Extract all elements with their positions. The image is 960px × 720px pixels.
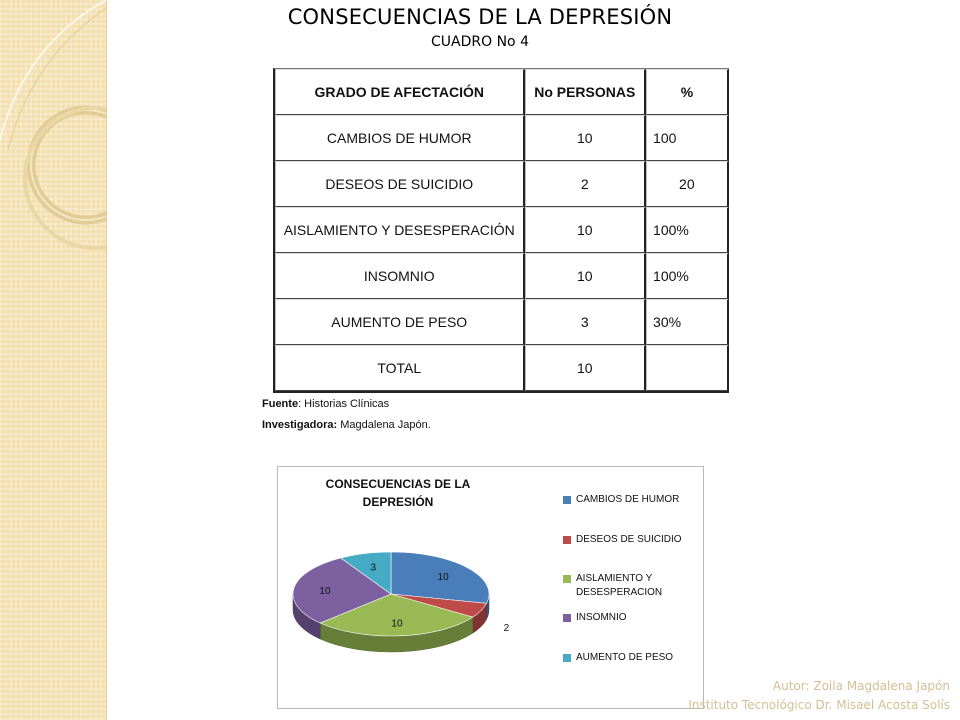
table-row: [275, 299, 729, 345]
consequences-table: [273, 68, 729, 393]
legend-label: [576, 611, 701, 625]
table-cell: 10: [525, 207, 647, 253]
data-table: [273, 68, 729, 389]
table-cell: 10: [525, 115, 647, 161]
legend-swatch: [563, 575, 571, 583]
table-header-cell: No PERSONAS: [525, 69, 647, 115]
table-cell: 100%: [646, 207, 729, 253]
pie-data-label: 2: [503, 623, 510, 635]
table-row: [275, 161, 729, 207]
chart-title-line: CONSECUENCIAS DE LA: [325, 477, 471, 491]
table-cell: 10: [525, 253, 647, 299]
table-row: [275, 345, 729, 391]
decorative-rings: [0, 0, 106, 720]
table-cell: TOTAL: [275, 345, 525, 391]
table-cell: 2: [525, 161, 647, 207]
table-cell: AUMENTO DE PESO: [275, 299, 525, 345]
slide-subtitle: CUADRO No 4: [431, 34, 529, 50]
source-label: Fuente: [262, 398, 299, 410]
source-note: [262, 398, 389, 410]
table-cell: [646, 345, 729, 391]
table-row: [275, 115, 729, 161]
source-value: : Historias Clínicas: [298, 398, 390, 410]
table-cell: DESEOS DE SUICIDIO: [275, 161, 525, 207]
pie-chart: [277, 466, 704, 709]
pie-data-label: 10: [319, 586, 331, 598]
footer-institution: Instituto Tecnológico Dr. Misael Acosta Solís: [688, 698, 950, 712]
decorative-sidebar: [0, 0, 107, 720]
table-cell: 10: [525, 345, 647, 391]
legend-label-line: AISLAMIENTO Y: [576, 573, 653, 584]
table-header-row: [275, 69, 729, 115]
table-cell: 3: [525, 299, 647, 345]
table-cell: CAMBIOS DE HUMOR: [275, 115, 525, 161]
table-cell: 100: [646, 115, 729, 161]
chart-title: [278, 475, 518, 511]
legend-swatch: [563, 496, 571, 504]
pie-data-label: 10: [391, 618, 403, 630]
chart-title-line: DEPRESIÓN: [362, 495, 434, 509]
legend-label-line: INSOMNIO: [576, 612, 627, 623]
pie-data-label: 3: [370, 562, 377, 574]
table-cell: 20: [646, 161, 729, 207]
table-row: [275, 207, 729, 253]
table-header-cell: %: [646, 69, 729, 115]
table-cell: 30%: [646, 299, 729, 345]
researcher-value: Magdalena Japón.: [337, 419, 431, 431]
table-cell: AISLAMIENTO Y DESESPERACIÓN: [275, 207, 525, 253]
legend-swatch: [563, 536, 571, 544]
table-header-cell: GRADO DE AFECTACIÓN: [275, 69, 525, 115]
legend-label: [576, 651, 701, 665]
legend-label-line: DESEOS DE SUICIDIO: [576, 534, 682, 545]
slide-title: CONSECUENCIAS DE LA DEPRESIÓN: [287, 5, 673, 29]
legend-swatch: [563, 614, 571, 622]
legend-label: [576, 572, 701, 600]
legend-label: [576, 533, 701, 547]
legend-label-line: CAMBIOS DE HUMOR: [576, 494, 680, 505]
table-cell: 100%: [646, 253, 729, 299]
legend-label-line: AUMENTO DE PESO: [576, 652, 674, 663]
researcher-note: [262, 419, 431, 431]
footer-author: Autor: Zoila Magdalena Japón: [772, 679, 950, 693]
legend-swatch: [563, 654, 571, 662]
table-row: [275, 253, 729, 299]
pie-data-label: 10: [437, 572, 449, 584]
legend-label-line: DESESPERACION: [576, 587, 663, 598]
table-cell: INSOMNIO: [275, 253, 525, 299]
legend-label: [576, 493, 701, 507]
researcher-label: Investigadora:: [262, 419, 338, 431]
